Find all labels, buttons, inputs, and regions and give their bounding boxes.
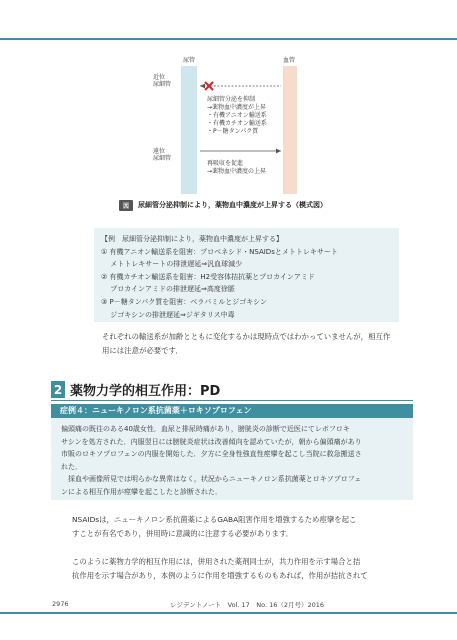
- secretion-arrowhead: [200, 84, 205, 89]
- reabsorption-text: 再吸収を促進 →薬物血中濃度の上昇: [207, 160, 267, 175]
- case-line: サシンを処方された．内服翌日には膀胱炎症状は改善傾向を認めていたが，朝から偏頭痛があり: [61, 437, 362, 446]
- example-line: ジゴキシンの排泄遅延⇒ジギタリス中毒: [101, 310, 235, 319]
- paragraph-line: 抗作用を示す場合があり，本例のように作用を増強するものもあれば，作用が拮抗されて: [72, 571, 368, 580]
- case-line: れた．: [61, 462, 82, 471]
- case-line: ンによる相互作用が痙攣を起こしたと診断された．: [61, 487, 222, 496]
- proximal-tubule-label: 近位 尿細管: [153, 74, 172, 88]
- body-paragraph: [72, 555, 368, 583]
- section-number: 2: [51, 381, 65, 398]
- paragraph-line: このように薬物力学的相互作用には，併用された薬剤同士が，共力作用を示す場合と拮: [72, 557, 361, 566]
- section-rule: [51, 400, 413, 401]
- paragraph-line: NSAIDsは，ニューキノロン系抗菌薬によるGABA阻害作用を増強するため痙攣を起こ: [72, 515, 357, 524]
- figure-caption: [119, 199, 327, 211]
- distal-tubule-label: 遠位 尿細管: [153, 148, 172, 162]
- blood-vessel-column: [283, 66, 297, 194]
- figure-badge: 図: [119, 200, 133, 211]
- section-title: 薬物力学的相互作用：PD: [70, 384, 221, 399]
- figure-caption-text: 尿細管分泌抑制により，薬物血中濃度が上昇する（模式図）: [138, 201, 328, 209]
- paragraph-line: すことが有名であり，併用時に意識的に注意する必要があります．: [72, 529, 294, 538]
- urinary-tubule-column: [181, 66, 197, 194]
- footer-rule: [0, 612, 457, 614]
- example-line: ③ P－糖タンパク質を阻害：ベラパミルとジゴキシン: [101, 297, 267, 306]
- case-box: [51, 418, 413, 500]
- page-number: 2976: [52, 600, 69, 608]
- case-line: 市販のロキソプロフェンの内服を開始した．夕方に全身性強直性痙攣を起こし当院に救急搬送さ: [61, 450, 362, 459]
- secretion-inhibition-text: 尿細管分泌を抑制 →薬物血中濃度が上昇 ・有機アニオン輸送系 ・有機カチオン輸送系 ・P－糖タンパク質: [207, 96, 267, 135]
- example-line: メトトレキサートの排泄遅延⇒汎血球減少: [101, 260, 243, 269]
- urinary-tubule-label: 尿管: [183, 57, 196, 64]
- journal-info: レジデントノート Vol. 17 No. 16（2月号）2016: [170, 601, 325, 609]
- example-line: ① 有機アニオン輸送系を阻害：プロベネシド・NSAIDsとメトトレキサート: [101, 247, 338, 256]
- case-line: 採血や画像所見では明らかな異常はなく，状況からニューキノロン系抗菌薬とロキソプロフェ: [61, 475, 362, 484]
- case-header: 症例４：ニューキノロン系抗菌薬＋ロキソプロフェン: [51, 404, 413, 418]
- example-line: ② 有機カチオン輸送系を阻害：H2受容体拮抗薬とプロカインアミド: [101, 272, 315, 281]
- reabsorption-arrowhead: [276, 149, 281, 154]
- top-rule: [0, 38, 457, 40]
- nephron-diagram: [143, 56, 333, 196]
- example-line: プロカインアミドの排泄遅延⇒高度徐脈: [101, 285, 235, 294]
- example-line: 【例 尿細管分泌抑制により，薬物血中濃度が上昇する】: [101, 235, 283, 243]
- paragraph-line: それぞれの輸送系が加齢とともに変化するかは現時点ではわかっていませんが，相互作: [102, 332, 391, 341]
- paragraph-line: 用には注意が必要です．: [102, 346, 183, 355]
- body-paragraph: [72, 513, 356, 541]
- body-paragraph: [102, 330, 390, 358]
- blood-vessel-label: 血管: [283, 57, 296, 64]
- case-line: 偏頭痛の既往のある40歳女性．血尿と排尿時痛があり，膀胱炎の診断で近医にてレボフロキ: [61, 425, 350, 433]
- example-box: [94, 228, 399, 322]
